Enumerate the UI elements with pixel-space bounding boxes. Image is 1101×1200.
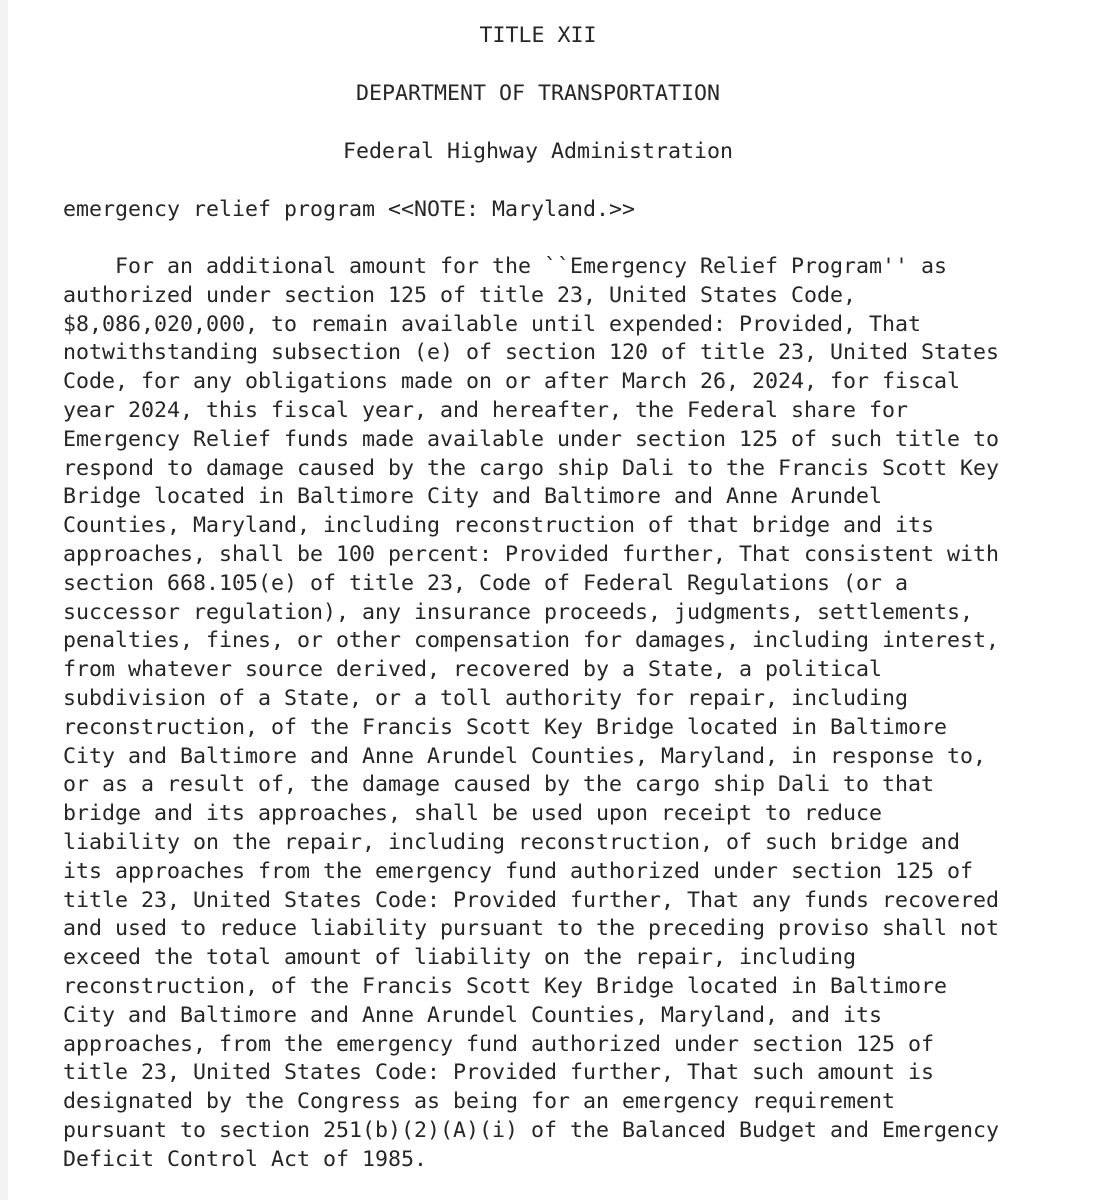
paragraph-line: liability on the repair, including reconstruction, of such bridge and [63, 829, 961, 855]
paragraph-line: respond to damage caused by the cargo ship Dali to the Francis Scott Key [63, 455, 1000, 481]
paragraph-line: reconstruction, of the Francis Scott Key Bridge located in Baltimore [63, 973, 948, 999]
paragraph-line: title 23, United States Code: Provided further, That any funds recovered [63, 887, 1000, 913]
paragraph-line: Code, for any obligations made on or after March 26, 2024, for fiscal [63, 369, 961, 395]
paragraph-line: bridge and its approaches, shall be used upon receipt to reduce [63, 801, 883, 827]
appropriation-paragraph [63, 253, 999, 1175]
paragraph-line: notwithstanding subsection (e) of section 120 of title 23, United States [63, 340, 1000, 366]
paragraph-line: or as a result of, the damage caused by the cargo ship Dali to that [63, 772, 935, 798]
item-heading: emergency relief program <<NOTE: Maryland.>> [63, 197, 636, 222]
paragraph-line: Bridge located in Baltimore City and Baltimore and Anne Arundel [63, 484, 883, 510]
paragraph-line: its approaches from the emergency fund authorized under section 125 of [63, 858, 974, 884]
agency-heading: Federal Highway Administration [342, 139, 734, 164]
paragraph-line: section 668.105(e) of title 23, Code of Federal Regulations (or a [63, 570, 909, 596]
paragraph-line: For an additional amount for the ``Emergency Relief Program'' as [63, 254, 948, 279]
paragraph-line: Emergency Relief funds made available under section 125 of such title to [63, 426, 1000, 452]
paragraph-line: Deficit Control Act of 1985. [63, 1146, 428, 1172]
paragraph-line: approaches, from the emergency fund authorized under section 125 of [63, 1031, 935, 1057]
page-edge-shadow [0, 0, 8, 1200]
paragraph-line: Counties, Maryland, including reconstruction of that bridge and its [63, 513, 935, 539]
paragraph-line: successor regulation), any insurance proceeds, judgments, settlements, [63, 599, 974, 625]
paragraph-line: City and Baltimore and Anne Arundel Counties, Maryland, in response to, [63, 743, 987, 769]
paragraph-line: $8,086,020,000, to remain available until expended: Provided, That [63, 311, 922, 337]
paragraph-line: authorized under section 125 of title 23, United States Code, [63, 282, 857, 308]
department-heading: DEPARTMENT OF TRANSPORTATION [355, 81, 720, 106]
paragraph-line: exceed the total amount of liability on the repair, including [63, 945, 857, 971]
paragraph-line: City and Baltimore and Anne Arundel Counties, Maryland, and its [63, 1002, 883, 1028]
paragraph-line: year 2024, this fiscal year, and hereafter, the Federal share for [63, 397, 909, 423]
paragraph-line: approaches, shall be 100 percent: Provided further, That consistent with [63, 541, 1000, 567]
paragraph-line: from whatever source derived, recovered by a State, a political [63, 657, 883, 683]
paragraph-line: reconstruction, of the Francis Scott Key Bridge located in Baltimore [63, 714, 948, 740]
paragraph-line: penalties, fines, or other compensation for damages, including interest, [63, 628, 1000, 654]
paragraph-line: pursuant to section 251(b)(2)(A)(i) of the Balanced Budget and Emergency [63, 1117, 1000, 1143]
paragraph-line: title 23, United States Code: Provided further, That such amount is [63, 1060, 935, 1086]
title-heading: TITLE XII [479, 23, 597, 48]
paragraph-line: designated by the Congress as being for an emergency requirement [63, 1089, 896, 1115]
paragraph-line: subdivision of a State, or a toll authority for repair, including [63, 685, 909, 711]
paragraph-line: and used to reduce liability pursuant to the preceding proviso shall not [63, 916, 1000, 942]
